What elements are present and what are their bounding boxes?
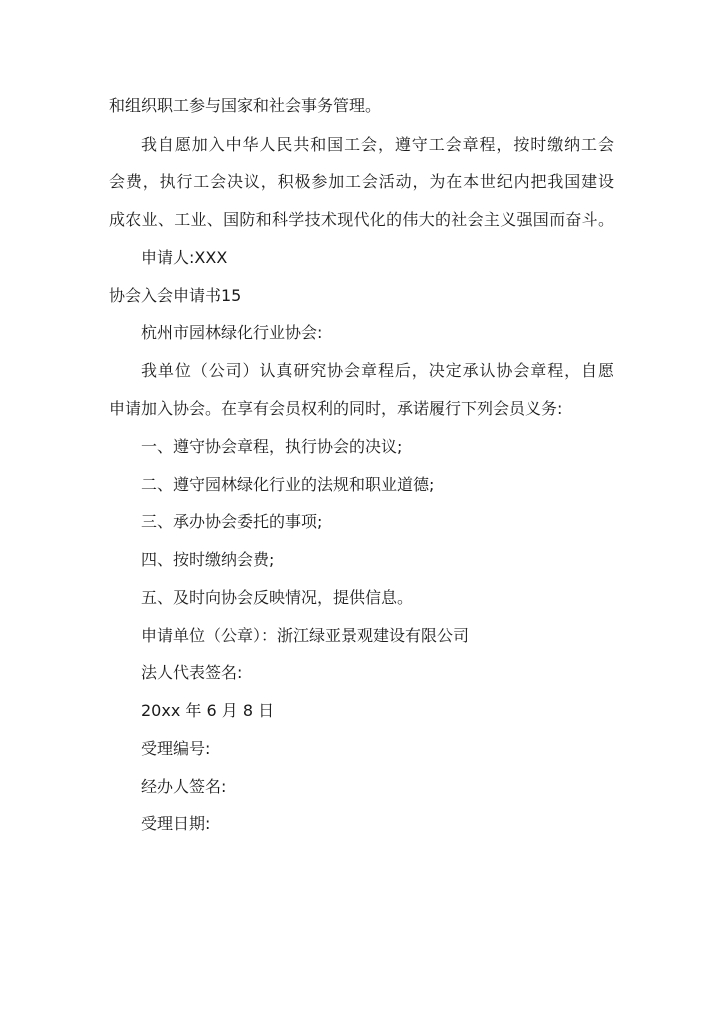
obligation-item-1: 一、遵守协会章程，执行协会的决议; bbox=[141, 437, 403, 456]
obligation-item-5: 五、及时向协会反映情况，提供信息。 bbox=[141, 588, 414, 607]
text-line-1: 和组织职工参与国家和社会事务管理。 bbox=[109, 96, 382, 115]
applicant-line: 申请人:XXX bbox=[141, 248, 228, 267]
text-line-4: 成农业、工业、国防和科学技术现代化的伟大的社会主义强国而奋斗。 bbox=[109, 210, 614, 229]
text-line-9: 申请加入协会。在享有会员权利的同时，承诺履行下列会员义务: bbox=[109, 399, 563, 418]
legal-rep-signature-line: 法人代表签名: bbox=[141, 663, 243, 682]
acceptance-date-line: 受理日期: bbox=[141, 814, 211, 833]
section-heading: 协会入会申请书15 bbox=[109, 286, 242, 305]
acceptance-number-line: 受理编号: bbox=[141, 739, 211, 758]
text-line-3: 会费，执行工会决议，积极参加工会活动，为在本世纪内把我国建设 bbox=[109, 172, 614, 191]
handler-signature-line: 经办人签名: bbox=[141, 777, 227, 796]
obligation-item-4: 四、按时缴纳会费; bbox=[141, 550, 275, 569]
obligation-item-2: 二、遵守园林绿化行业的法规和职业道德; bbox=[141, 475, 435, 494]
obligation-item-3: 三、承办协会委托的事项; bbox=[141, 512, 323, 531]
text-line-8: 我单位（公司）认真研究协会章程后，决定承认协会章程，自愿 bbox=[141, 361, 614, 380]
applicant-unit-line: 申请单位（公章）：浙江绿亚景观建设有限公司 bbox=[141, 626, 470, 645]
date-line: 20xx 年 6 月 8 日 bbox=[141, 701, 275, 720]
text-line-2: 我自愿加入中华人民共和国工会，遵守工会章程，按时缴纳工会 bbox=[141, 135, 614, 154]
salutation-line: 杭州市园林绿化行业协会: bbox=[141, 323, 323, 342]
